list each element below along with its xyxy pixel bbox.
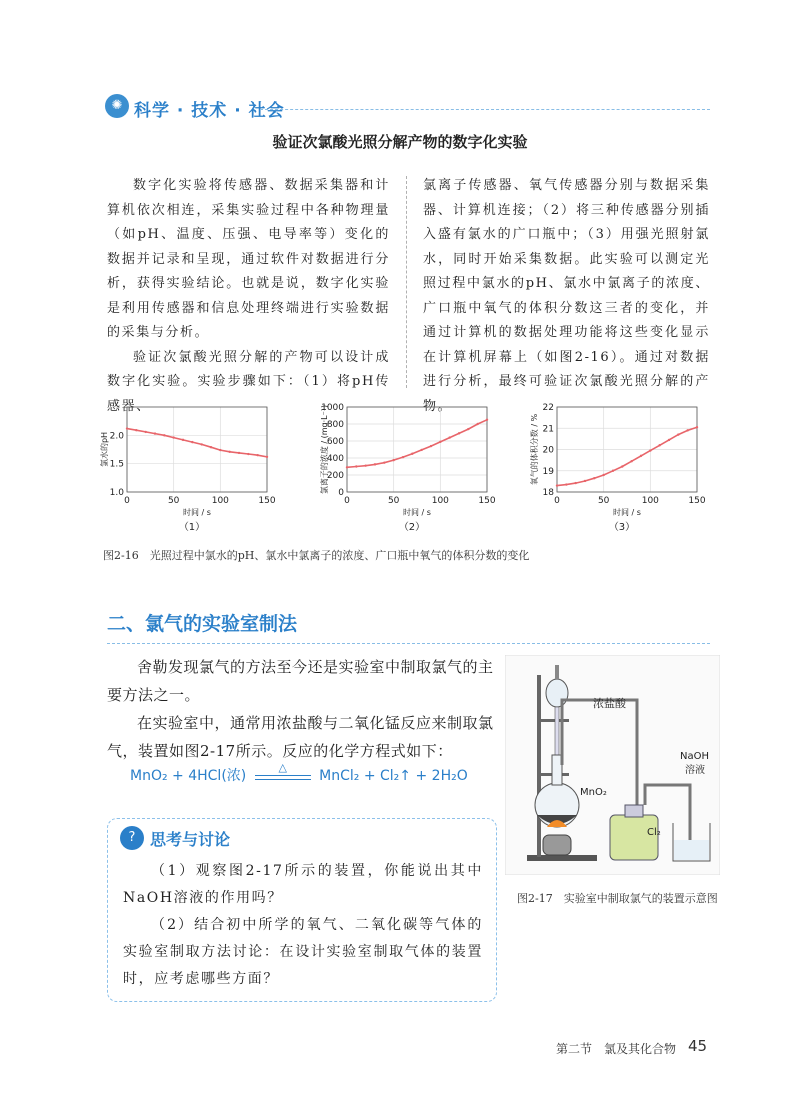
y-tick-label: 21 bbox=[542, 424, 554, 435]
data-point bbox=[420, 449, 422, 451]
data-point bbox=[238, 452, 240, 454]
plot-frame bbox=[127, 407, 267, 492]
data-point bbox=[135, 429, 137, 431]
data-point bbox=[574, 482, 576, 484]
series-line bbox=[557, 427, 697, 485]
figure-2-17-caption: 图2-17 实验室中制取氯气的装置示意图 bbox=[517, 892, 718, 905]
atom-icon: ✺ bbox=[105, 94, 129, 118]
data-point bbox=[126, 427, 128, 429]
x-axis-label: 时间 / s bbox=[613, 508, 641, 517]
data-point bbox=[593, 477, 595, 479]
question-bubble-icon: ? bbox=[120, 826, 144, 850]
data-point bbox=[686, 429, 688, 431]
discussion-item: （2）结合初中所学的氧气、二氧化碳等气体的实验室制取方法讨论：在设计实验室制取气体的装置时，应考虑哪些方面？ bbox=[123, 917, 483, 987]
data-point bbox=[630, 460, 632, 462]
label-mno2: MnO₂ bbox=[580, 787, 607, 798]
data-point bbox=[486, 419, 488, 421]
chart-3 bbox=[529, 403, 706, 533]
x-axis-label: 时间 / s bbox=[403, 508, 431, 517]
y-tick-label: 20 bbox=[542, 445, 554, 456]
data-point bbox=[346, 466, 348, 468]
equation-products: MnCl₂ + Cl₂↑ + 2H₂O bbox=[319, 768, 468, 784]
x-tick-label: 50 bbox=[597, 496, 610, 506]
equation-condition: △ bbox=[278, 760, 287, 774]
data-point bbox=[247, 453, 249, 455]
section-divider bbox=[107, 643, 710, 644]
data-point bbox=[364, 464, 366, 466]
data-point bbox=[677, 433, 679, 435]
discussion-title: 思考与讨论 bbox=[150, 830, 231, 849]
label-hcl: 浓盐酸 bbox=[593, 697, 626, 710]
x-tick-label: 0 bbox=[554, 496, 560, 506]
data-point bbox=[602, 474, 604, 476]
paragraph: 舍勒发现氯气的方法至今还是实验室中制取氯气的主要方法之一。 bbox=[107, 658, 494, 704]
panel-label: （2） bbox=[398, 522, 426, 533]
data-point bbox=[402, 456, 404, 458]
x-tick-label: 150 bbox=[478, 496, 496, 506]
data-point bbox=[411, 453, 413, 455]
figure-2-16-caption: 图2-16 光照过程中氯水的pH、氯水中氯离子的浓度、广口瓶中氧气的体积分数的变化 bbox=[103, 549, 530, 562]
data-point bbox=[556, 484, 558, 486]
article-title: 验证次氯酸光照分解产物的数字化实验 bbox=[272, 133, 528, 151]
data-point bbox=[668, 439, 670, 441]
data-point bbox=[383, 461, 385, 463]
label-cl2: Cl₂ bbox=[647, 827, 661, 838]
y-axis-label: 氧气的体积分数 / % bbox=[530, 413, 539, 486]
chemical-equation bbox=[130, 760, 468, 785]
data-point bbox=[266, 456, 268, 458]
paragraph: 验证次氯酸光照分解的产物可以设计成数字化实验。实验步骤如下：（1）将pH传感器、 bbox=[107, 349, 390, 414]
data-point bbox=[476, 423, 478, 425]
paragraph: 在实验室中，通常用浓盐酸与二氧化锰反应来制取氯气，装置如图2-17所示。反应的化学方程式如下： bbox=[107, 714, 494, 760]
chart-2 bbox=[319, 403, 496, 533]
data-point bbox=[355, 465, 357, 467]
x-tick-label: 150 bbox=[258, 496, 276, 506]
figure-2-16-charts bbox=[0, 395, 800, 545]
data-point bbox=[448, 436, 450, 438]
x-tick-label: 0 bbox=[344, 496, 350, 506]
y-axis-label: 氯水的pH bbox=[100, 431, 109, 468]
data-point bbox=[612, 470, 614, 472]
y-tick-label: 1.0 bbox=[109, 488, 124, 498]
data-point bbox=[154, 432, 156, 434]
data-point bbox=[439, 441, 441, 443]
y-tick-label: 600 bbox=[326, 437, 344, 447]
plot-frame bbox=[347, 407, 487, 492]
data-point bbox=[163, 434, 165, 436]
y-axis-label: 氯离子的浓度 / (mg·L⁻¹) bbox=[320, 404, 329, 495]
y-tick-label: 1.5 bbox=[109, 459, 124, 470]
data-point bbox=[228, 451, 230, 453]
x-tick-label: 50 bbox=[167, 496, 180, 506]
x-tick-label: 50 bbox=[387, 496, 400, 506]
data-point bbox=[191, 441, 193, 443]
paragraph: 氯离子传感器、氧气传感器分别与数据采集器、计算机连接；（2）将三种传感器分别插入盛有氯水的广口瓶中；（3）用强光照射氯水，同时开始采集数据。此实验可以测定光照过程中氯水的pH、氯水中氯离子的浓度、广口瓶中氧气的体积分数这三者的变化，并通过计算机的数据处理功能将这些变化显示在计算机屏幕上（如图2-16）。通过对数据进行分析，最终可验证次氯酸光照分解的产物。 bbox=[423, 178, 710, 414]
data-point bbox=[182, 439, 184, 441]
label-naoh: NaOH bbox=[680, 751, 709, 762]
data-point bbox=[458, 432, 460, 434]
data-point bbox=[658, 444, 660, 446]
discussion-items bbox=[123, 858, 483, 993]
data-point bbox=[565, 483, 567, 485]
data-point bbox=[200, 443, 202, 445]
y-tick-label: 2.0 bbox=[109, 431, 124, 442]
y-tick-label: 200 bbox=[326, 471, 344, 481]
data-point bbox=[392, 459, 394, 461]
section-body bbox=[107, 653, 497, 765]
banner-divider bbox=[260, 109, 710, 110]
data-point bbox=[210, 446, 212, 448]
x-tick-label: 100 bbox=[641, 496, 659, 506]
y-tick-label: 22 bbox=[542, 403, 554, 413]
discussion-item: （1）观察图2-17所示的装置，你能说出其中NaOH溶液的作用吗？ bbox=[123, 863, 483, 906]
data-point bbox=[430, 445, 432, 447]
data-point bbox=[467, 428, 469, 430]
y-tick-label: 18 bbox=[542, 488, 554, 498]
series-line bbox=[347, 420, 487, 468]
chart-1 bbox=[99, 407, 276, 533]
column-divider bbox=[406, 176, 407, 388]
y-tick-label: 19 bbox=[542, 466, 554, 477]
data-point bbox=[256, 454, 258, 456]
data-point bbox=[696, 426, 698, 428]
data-point bbox=[621, 465, 623, 467]
panel-label: （1） bbox=[178, 522, 206, 533]
article-left-column bbox=[107, 174, 390, 419]
article-right-column bbox=[423, 174, 710, 419]
data-point bbox=[640, 455, 642, 457]
data-point bbox=[374, 463, 376, 465]
series-line bbox=[127, 429, 267, 457]
chlorine-apparatus-diagram bbox=[505, 655, 720, 875]
page-number: 45 bbox=[688, 1037, 708, 1055]
data-point bbox=[144, 431, 146, 433]
label-solution: 溶液 bbox=[685, 765, 705, 776]
panel-label: （3） bbox=[608, 522, 636, 533]
equation-reactants: MnO₂ + 4HCl(浓) bbox=[130, 768, 247, 784]
x-tick-label: 100 bbox=[431, 496, 449, 506]
section-title: 二、氯气的实验室制法 bbox=[107, 613, 298, 635]
paragraph: 数字化实验将传感器、数据采集器和计算机依次相连，采集实验过程中各种物理量（如pH、温度、压强、电导率等）变化的数据并记录和呈现，通过软件对数据进行分析，获得实验结论。也就是说，数字化实验是利用传感器和信息处理终端进行实验数据的采集与分析。 bbox=[107, 178, 390, 340]
x-axis-label: 时间 / s bbox=[183, 508, 211, 517]
x-tick-label: 150 bbox=[688, 496, 706, 506]
footer-section-title: 第二节 氯及其化合物 bbox=[556, 1042, 677, 1056]
data-point bbox=[219, 449, 221, 451]
x-tick-label: 0 bbox=[124, 496, 130, 506]
data-point bbox=[649, 449, 651, 451]
x-tick-label: 100 bbox=[211, 496, 229, 506]
y-tick-label: 800 bbox=[326, 420, 344, 430]
data-point bbox=[172, 436, 174, 438]
y-tick-label: 1000 bbox=[321, 403, 344, 413]
y-tick-label: 400 bbox=[326, 454, 344, 464]
data-point bbox=[584, 480, 586, 482]
y-tick-label: 0 bbox=[338, 488, 344, 498]
banner-label: 科学 · 技术 · 社会 bbox=[134, 101, 285, 121]
equation-arrow bbox=[255, 760, 311, 780]
